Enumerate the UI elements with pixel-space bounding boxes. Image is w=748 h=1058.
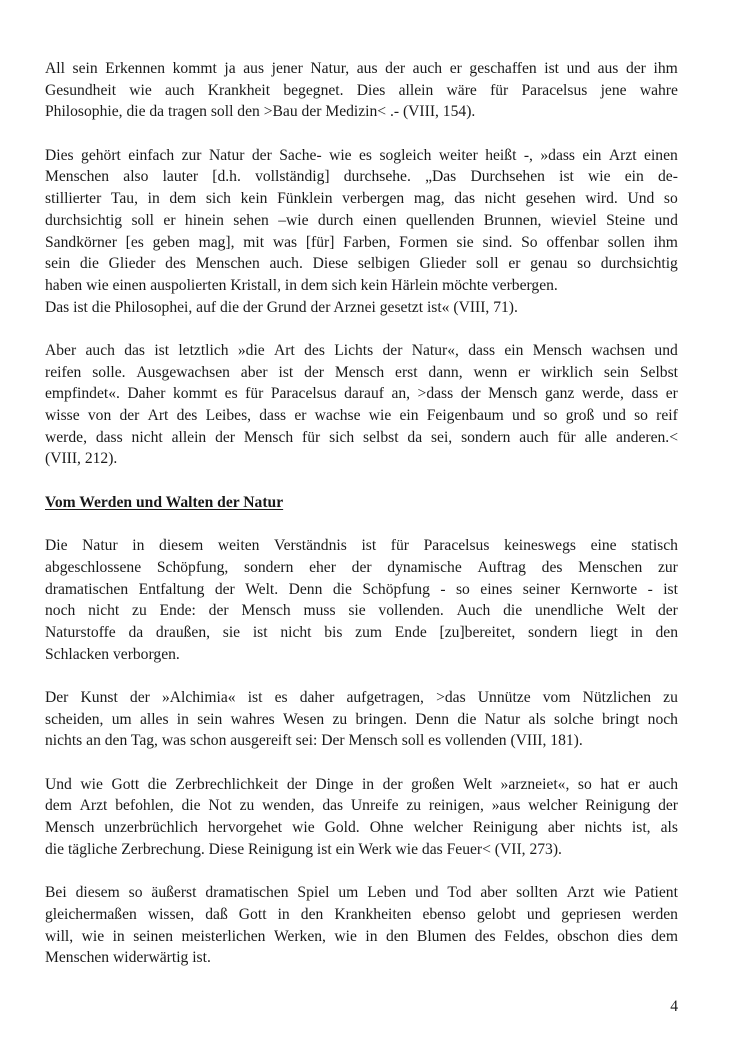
paragraph-7 <box>45 774 678 861</box>
text-line: durchsichtig soll er hinein sehen –wie durch einen quellenden Brunnen, wieviel Steine und <box>45 211 678 229</box>
paragraph-1 <box>45 58 678 123</box>
text-line: werde, dass nicht allein der Mensch für sich selbst da sei, sondern auch für alle anderen.< <box>45 428 678 446</box>
text-line: reifen solle. Ausgewachsen aber ist der Mensch erst dann, wenn er wirklich sein Selbst <box>45 363 678 381</box>
paragraph-5 <box>45 535 678 665</box>
text-line: (VIII, 212). <box>45 450 118 468</box>
text-line: noch nicht zu Ende: der Mensch muss sie vollenden. Auch die unendliche Welt der <box>45 602 678 620</box>
text-line: sein die Glieder des Menschen auch. Diese selbigen Glieder soll er genau so durchsichtig <box>45 255 678 273</box>
text-line: Der Kunst der »Alchimia« ist es daher aufgetragen, >das Unnütze vom Nützlichen zu <box>45 688 678 706</box>
text-line: Sandkörner [es geben mag], mit was [für] Farben, Formen sie sind. So offenbar sollen ihm <box>45 233 678 251</box>
text-line: die tägliche Zerbrechung. Diese Reinigung ist ein Werk wie das Feuer< (VII, 273). <box>45 840 562 858</box>
paragraph-6 <box>45 687 678 752</box>
text-line: Und wie Gott die Zerbrechlichkeit der Dinge in der großen Welt »arzneiet«, so hat er auch <box>45 775 678 793</box>
text-line: Das ist die Philosophei, auf die der Grund der Arznei gesetzt ist« (VIII, 71). <box>45 298 518 316</box>
paragraph-8 <box>45 882 678 969</box>
text-line: dem Arzt befohlen, die Not zu wenden, das Unreife zu reinigen, »aus welcher Reinigung der <box>45 797 678 815</box>
text-line: abgeschlossene Schöpfung, sondern eher der dynamische Auftrag des Menschen zur <box>45 558 678 576</box>
paragraph-2 <box>45 145 678 319</box>
text-line: dramatischen Entfaltung der Welt. Denn die Schöpfung - so eines seiner Kernworte - ist <box>45 580 678 598</box>
text-line: Aber auch das ist letztlich »die Art des Lichts der Natur«, dass ein Mensch wachsen und <box>45 341 678 359</box>
text-line: empfindet«. Daher kommt es für Paracelsus darauf an, >dass der Mensch ganz werde, dass er <box>45 385 678 403</box>
text-line: Philosophie, die da tragen soll den >Bau der Medizin< .- (VIII, 154). <box>45 103 476 121</box>
text-line: wisse von der Art des Leibes, dass er wachse wie ein Feigenbaum und so groß und so reif <box>45 407 678 424</box>
text-line: gleichermaßen wissen, daß Gott in den Krankheiten ebenso gelobt und gepriesen werden <box>45 905 678 923</box>
text-line: scheiden, um alles in sein wahres Wesen zu bringen. Denn die Natur als solche bringt noch <box>45 710 678 728</box>
section-heading: Vom Werden und Walten der Natur <box>45 493 284 511</box>
text-line: stillierter Tau, in dem sich kein Fünklein verbergen mag, das nicht gesehen wird. Und so <box>45 190 678 208</box>
paragraph-3 <box>45 340 678 470</box>
text-line: Menschen also lauter [d.h. vollständig] durchsehe. „Das Durchsehen ist wie ein de- <box>45 168 678 186</box>
text-line: Die Natur in diesem weiten Verständnis ist für Paracelsus keineswegs eine statisch <box>45 537 678 555</box>
text-line: Dies gehört einfach zur Natur der Sache- wie es sogleich weiter heißt -, »dass ein Arzt einen <box>45 146 678 164</box>
text-line: nichts an den Tag, was schon ausgereift sei: Der Mensch soll es vollenden (VIII, 181). <box>45 732 583 750</box>
text-line: Naturstoffe da draußen, sie ist nicht bis zum Ende [zu]bereitet, sondern liegt in den <box>45 623 678 641</box>
document-content <box>45 58 678 991</box>
text-line: Bei diesem so äußerst dramatischen Spiel um Leben und Tod aber sollten Arzt wie Patient <box>45 884 678 902</box>
text-line: All sein Erkennen kommt ja aus jener Natur, aus der auch er geschaffen ist und aus der ihm <box>45 60 678 77</box>
text-line: Menschen widerwärtig ist. <box>45 949 211 967</box>
text-line: Schlacken verborgen. <box>45 645 180 663</box>
page-number: 4 <box>670 998 678 1015</box>
text-line: will, wie in seinen meisterlichen Werken, wie in den Blumen des Feldes, obschon dies dem <box>45 927 678 945</box>
text-line: haben wie einen auspolierten Kristall, in dem sich kein Härlein möchte verbergen. <box>45 276 558 294</box>
text-line: Gesundheit wie auch Krankheit begegnet. Dies allein wäre für Paracelsus jene wahre <box>45 81 678 99</box>
text-line: Mensch unzerbrüchlich hervorgehet wie Gold. Ohne welcher Reinigung aber nichts ist, als <box>45 819 678 837</box>
